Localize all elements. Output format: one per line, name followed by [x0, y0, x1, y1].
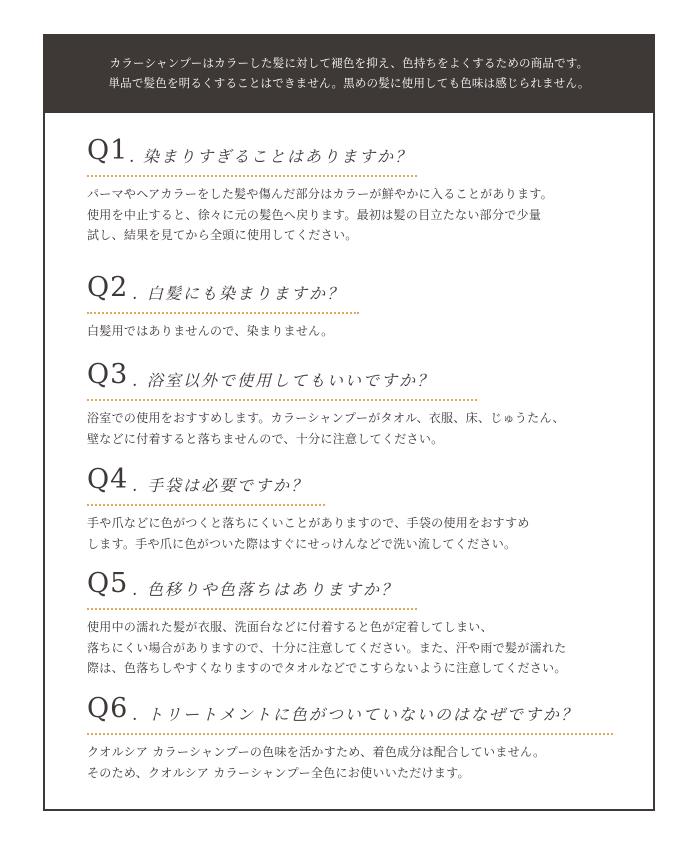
question-dot: .: [132, 284, 138, 304]
question-number: Q2: [87, 272, 129, 303]
question-dot: .: [132, 580, 138, 600]
faq-item-q2: [87, 272, 627, 342]
answer-line: 浴室での使用をおすすめします。カラーシャンプーがタオル、衣服、床、じゅうたん、: [87, 411, 565, 425]
answer-text: [87, 742, 627, 783]
dotted-divider: [87, 312, 359, 314]
question-text: 染まりすぎることはありますか？: [143, 147, 414, 166]
question-number: Q3: [87, 359, 129, 390]
answer-text: [87, 513, 627, 554]
answer-line: 使用中の濡れた髪が衣服、洗面台などに付着すると色が定着してしまい、: [87, 620, 493, 634]
answer-line: します。手や爪に色がついた際はすぐにせっけんなどで洗い流してください。: [87, 536, 517, 551]
faq-item-q6: [87, 693, 627, 783]
answer-line: 使用を中止すると、徐々に元の髪色へ戻ります。最初は髪の目立たない部分で少量: [87, 207, 542, 222]
answer-line: クオルシア カラーシャンプーの色味を活かすため、着色成分は配合していません。: [87, 745, 546, 759]
question-dot: .: [129, 147, 135, 167]
faq-item-q1: [87, 135, 627, 246]
answer-line: 壁などに付着すると落ちませんので、十分に注意してください。: [87, 431, 444, 446]
dotted-divider: [87, 504, 325, 506]
faq-item-q5: [87, 568, 627, 679]
question-dot: .: [132, 371, 138, 391]
question-text: 色移りや色落ちはありますか？: [147, 580, 400, 599]
question-text: 手袋は必要ですか？: [147, 476, 310, 495]
question-number: Q1: [87, 135, 129, 166]
faq-question-header: [87, 693, 627, 727]
answer-text: [87, 321, 627, 342]
answer-text: [87, 184, 627, 246]
answer-line: 落ちにくい場合がありますので、十分に注意してください。また、汗や雨で髪が濡れた: [87, 640, 567, 655]
dotted-divider: [87, 733, 613, 735]
faq-question-header: [87, 272, 627, 306]
faq-question-header: [87, 464, 627, 498]
dotted-divider: [87, 399, 477, 401]
faq-question-header: [87, 135, 627, 169]
question-text: 浴室以外で使用してもいいですか？: [147, 371, 436, 390]
faq-panel: [43, 34, 655, 811]
question-number: Q5: [87, 568, 129, 599]
answer-line: 手や爪などに色がつくと落ちにくいことがありますので、手袋の使用をおすすめ: [87, 516, 530, 530]
faq-item-q3: [87, 359, 627, 449]
notice-line-1: カラーシャンプーはカラーした髪に対して褪色を抑え、色持ちをよくするための商品です。: [109, 56, 589, 70]
faq-question-header: [87, 359, 627, 393]
answer-line: 際は、色落ちしやすくなりますのでタオルなどでこすらないように注意してください。: [87, 661, 567, 675]
answer-text: [87, 617, 627, 679]
question-dot: .: [132, 705, 138, 725]
dotted-divider: [87, 608, 417, 610]
faq-question-header: [87, 568, 627, 602]
answer-text: [87, 408, 627, 449]
notice-banner: [45, 36, 653, 113]
question-text: 白髪にも染まりますか？: [147, 284, 346, 303]
question-text: トリートメントに色がついていないのはなぜですか？: [147, 705, 579, 724]
question-dot: .: [132, 476, 138, 496]
answer-line: そのため、クオルシア カラーシャンプー全色にお使いいただけます。: [87, 765, 470, 780]
question-number: Q4: [87, 464, 129, 495]
answer-line: パーマやヘアカラーをした髪や傷んだ部分はカラーが鮮やかに入ることがあります。: [87, 187, 553, 201]
answer-line: 白髪用ではありませんので、染まりません。: [87, 324, 334, 338]
answer-line: 試し、結果を見てから全頭に使用してください。: [87, 228, 358, 242]
faq-item-q4: [87, 464, 627, 554]
notice-line-2: 単品で髪色を明るくすることはできません。黒めの髪に使用しても色味は感じられません。: [108, 76, 590, 90]
dotted-divider: [87, 175, 417, 177]
question-number: Q6: [87, 693, 129, 724]
